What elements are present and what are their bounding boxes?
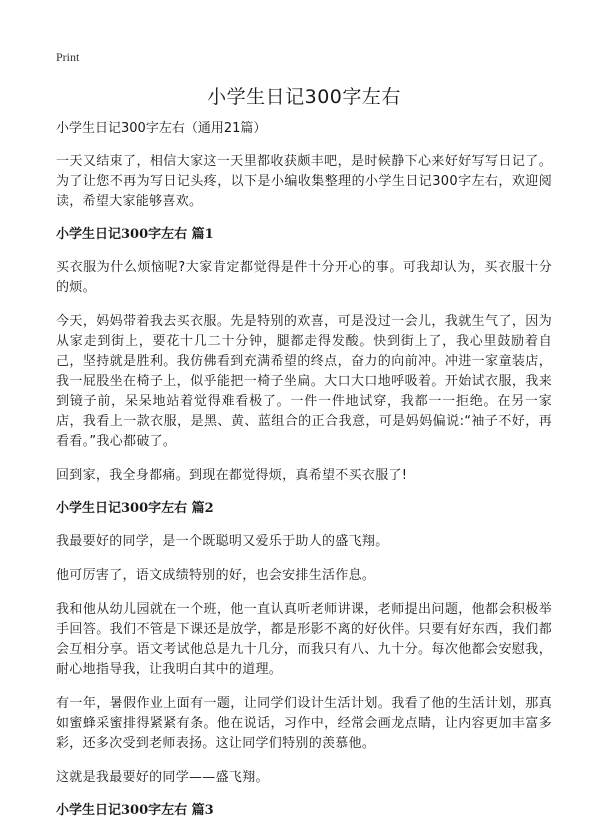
section-heading-1: 小学生日记300字左右 篇1 <box>56 227 214 242</box>
intro-paragraph: 一天又结束了，相信大家这一天里都收获颇丰吧，是时候静下心来好好写写日记了。为了让您不再为写日记头疼，以下是小编收集整理的小学生日记300字左右，欢迎阅读，希望大家能够喜欢。 <box>56 154 552 209</box>
article-body <box>56 120 552 834</box>
section-heading-2: 小学生日记300字左右 篇2 <box>56 501 214 516</box>
section-1-paragraph: 买衣服为什么烦恼呢?大家肯定都觉得是件十分开心的事。可我却认为，买衣服十分的烦。 <box>56 260 552 295</box>
section-2-paragraph: 我和他从幼儿园就在一个班，他一直认真听老师讲课，老师提出问题，他都会积极举手回答。我们不管是下课还是放学，都是形影不离的好伙伴。只要有好东西，我们都会互相分享。语文考试他总是九十几分，而我只有八、九十分。每次他都会安慰我，耐心地指导我，让我明白其中的道理。 <box>56 602 552 677</box>
section-heading-3: 小学生日记300字左右 篇3 <box>56 803 214 818</box>
section-2-paragraph: 我最要好的同学，是一个既聪明又爱乐于助人的盛飞翔。 <box>56 534 389 549</box>
section-1-paragraph: 回到家，我全身都痛。到现在都觉得烦，真希望不买衣服了! <box>56 468 408 483</box>
page-title: 小学生日记300字左右 <box>207 86 401 108</box>
article-subtitle: 小学生日记300字左右（通用21篇） <box>56 121 267 136</box>
section-2-paragraph: 这就是我最要好的同学——盛飞翔。 <box>56 770 269 785</box>
section-2-paragraph: 有一年，暑假作业上面有一题，让同学们设计生活计划。我看了他的生活计划，那真如蜜蜂采蜜排得紧紧有条。他在说话，习作中，经常会画龙点睛，让内容更加丰富多彩，还多次受到老师表扬。这让同学们特别的羡慕他。 <box>56 696 552 751</box>
section-2-paragraph: 他可厉害了，语文成绩特别的好，也会安排生活作息。 <box>56 568 376 583</box>
print-link[interactable]: Print <box>56 50 80 64</box>
section-1-paragraph: 今天，妈妈带着我去买衣服。先是特别的欢喜，可是没过一会儿，我就生气了，因为从家走到街上，要花十几二十分钟，腿都走得发酸。快到街上了，我心里鼓励着自己，坚持就是胜利。我仿佛看到充满希望的终点，奋力的向前冲。冲进一家童装店，我一屁股坐在椅子上，似乎能把一椅子坐扁。大口大口地呼吸着。开始试衣服，我来到镜子前，呆呆地站着觉得难看极了。一件一件地试穿，我都一一拒绝。在另一家店，我看上一款衣服，是黑、黄、蓝组合的正合我意，可是妈妈偏说:“袖子不好，再看看。”我心都破了。 <box>56 314 552 449</box>
